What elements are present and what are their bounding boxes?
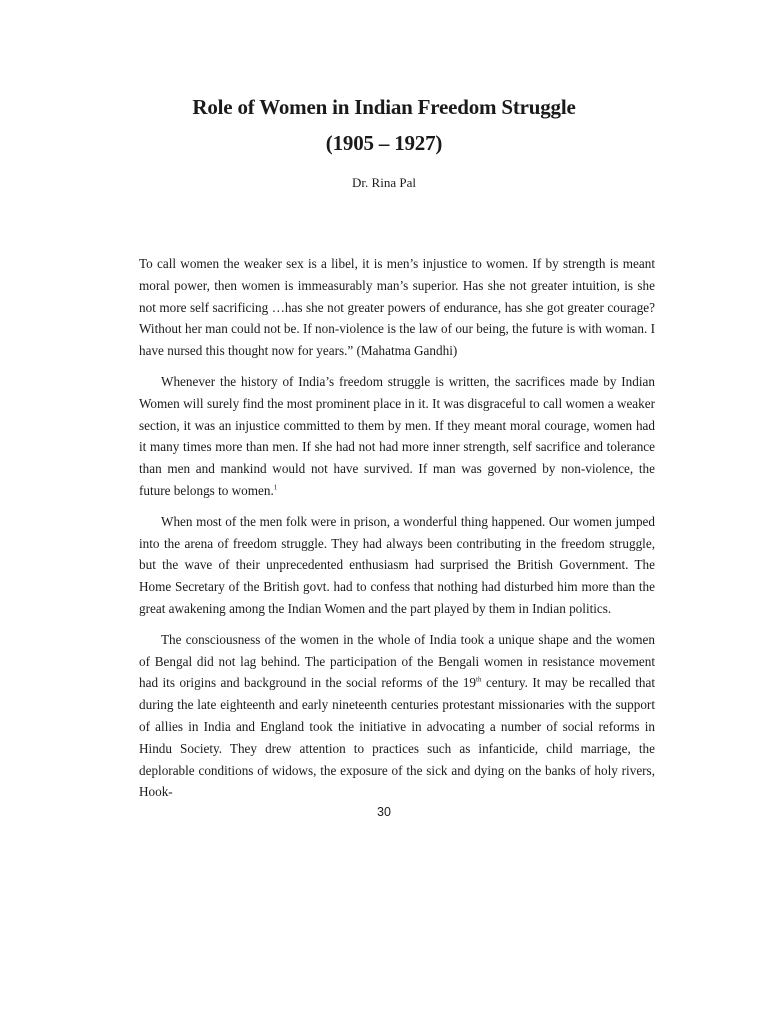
footnote-marker[interactable]: 1 (273, 483, 278, 492)
paragraph-text: Whenever the history of India’s freedom struggle is written, the sacrifices made by Indian Women will surely find the most prominent place in it. It was disgraceful to call women a weaker section, it was an injustice committed to them by men. If they meant moral courage, women had it many times more than men. If she had not had more inner strength, self sacrifice and tolerance than men and mankind would not have survived. If man was governed by non-violence, the future belongs to women. (139, 373, 655, 498)
article-period: (1905 – 1927) (325, 131, 443, 155)
article-title: Role of Women in Indian Freedom Struggle (192, 95, 576, 119)
body-paragraph (139, 629, 655, 803)
paragraph-text: When most of the men folk were in prison, a wonderful thing happened. Our women jumped into the arena of freedom struggle. They had always been contributing in the freedom struggle, but the wave of their unprecedented enthusiasm had surprised the British Government. The Home Secretary of the British govt. had to confess that nothing had disturbed him more than the great awakening among the Indian Women and the part played by them in Indian politics. (139, 513, 655, 616)
author-name: Dr. Rina Pal (352, 175, 416, 190)
epigraph-text: To call women the weaker sex is a libel, it is men’s injustice to women. If by strength is meant moral power, then women is immeasurably man’s superior. Has she not greater intuition, is she not more self sacrificing …has she not greater powers of endurance, has she got greater courage? Without her man could not be. If non-violence is the law of our being, the future is with woman. I have nursed this thought now for years.” (Mahatma Gandhi) (139, 256, 655, 359)
ordinal-superscript: th (476, 675, 482, 684)
body-paragraph (139, 371, 655, 502)
paragraph-text: century. It may be recalled that during the late eighteenth and early nineteenth centuries protestant missionaries with the support of allies in India and England took the initiative in advocating a number of social reforms in Hindu Society. They drew attention to practices such as infanticide, child marriage, the deplorable conditions of widows, the exposure of the sick and dying on the banks of holy rivers, Hook- (139, 675, 655, 800)
body-paragraph (139, 511, 655, 620)
epigraph-paragraph (139, 253, 655, 362)
page-number: 30 (377, 805, 391, 819)
article-body (139, 253, 655, 812)
paragraph-text: The consciousness of the women in the whole of India took a unique shape and the women of Bengal did not lag behind. The participation of the Bengali women in resistance movement had its origins and background in the social reforms of the 19 (139, 631, 655, 691)
